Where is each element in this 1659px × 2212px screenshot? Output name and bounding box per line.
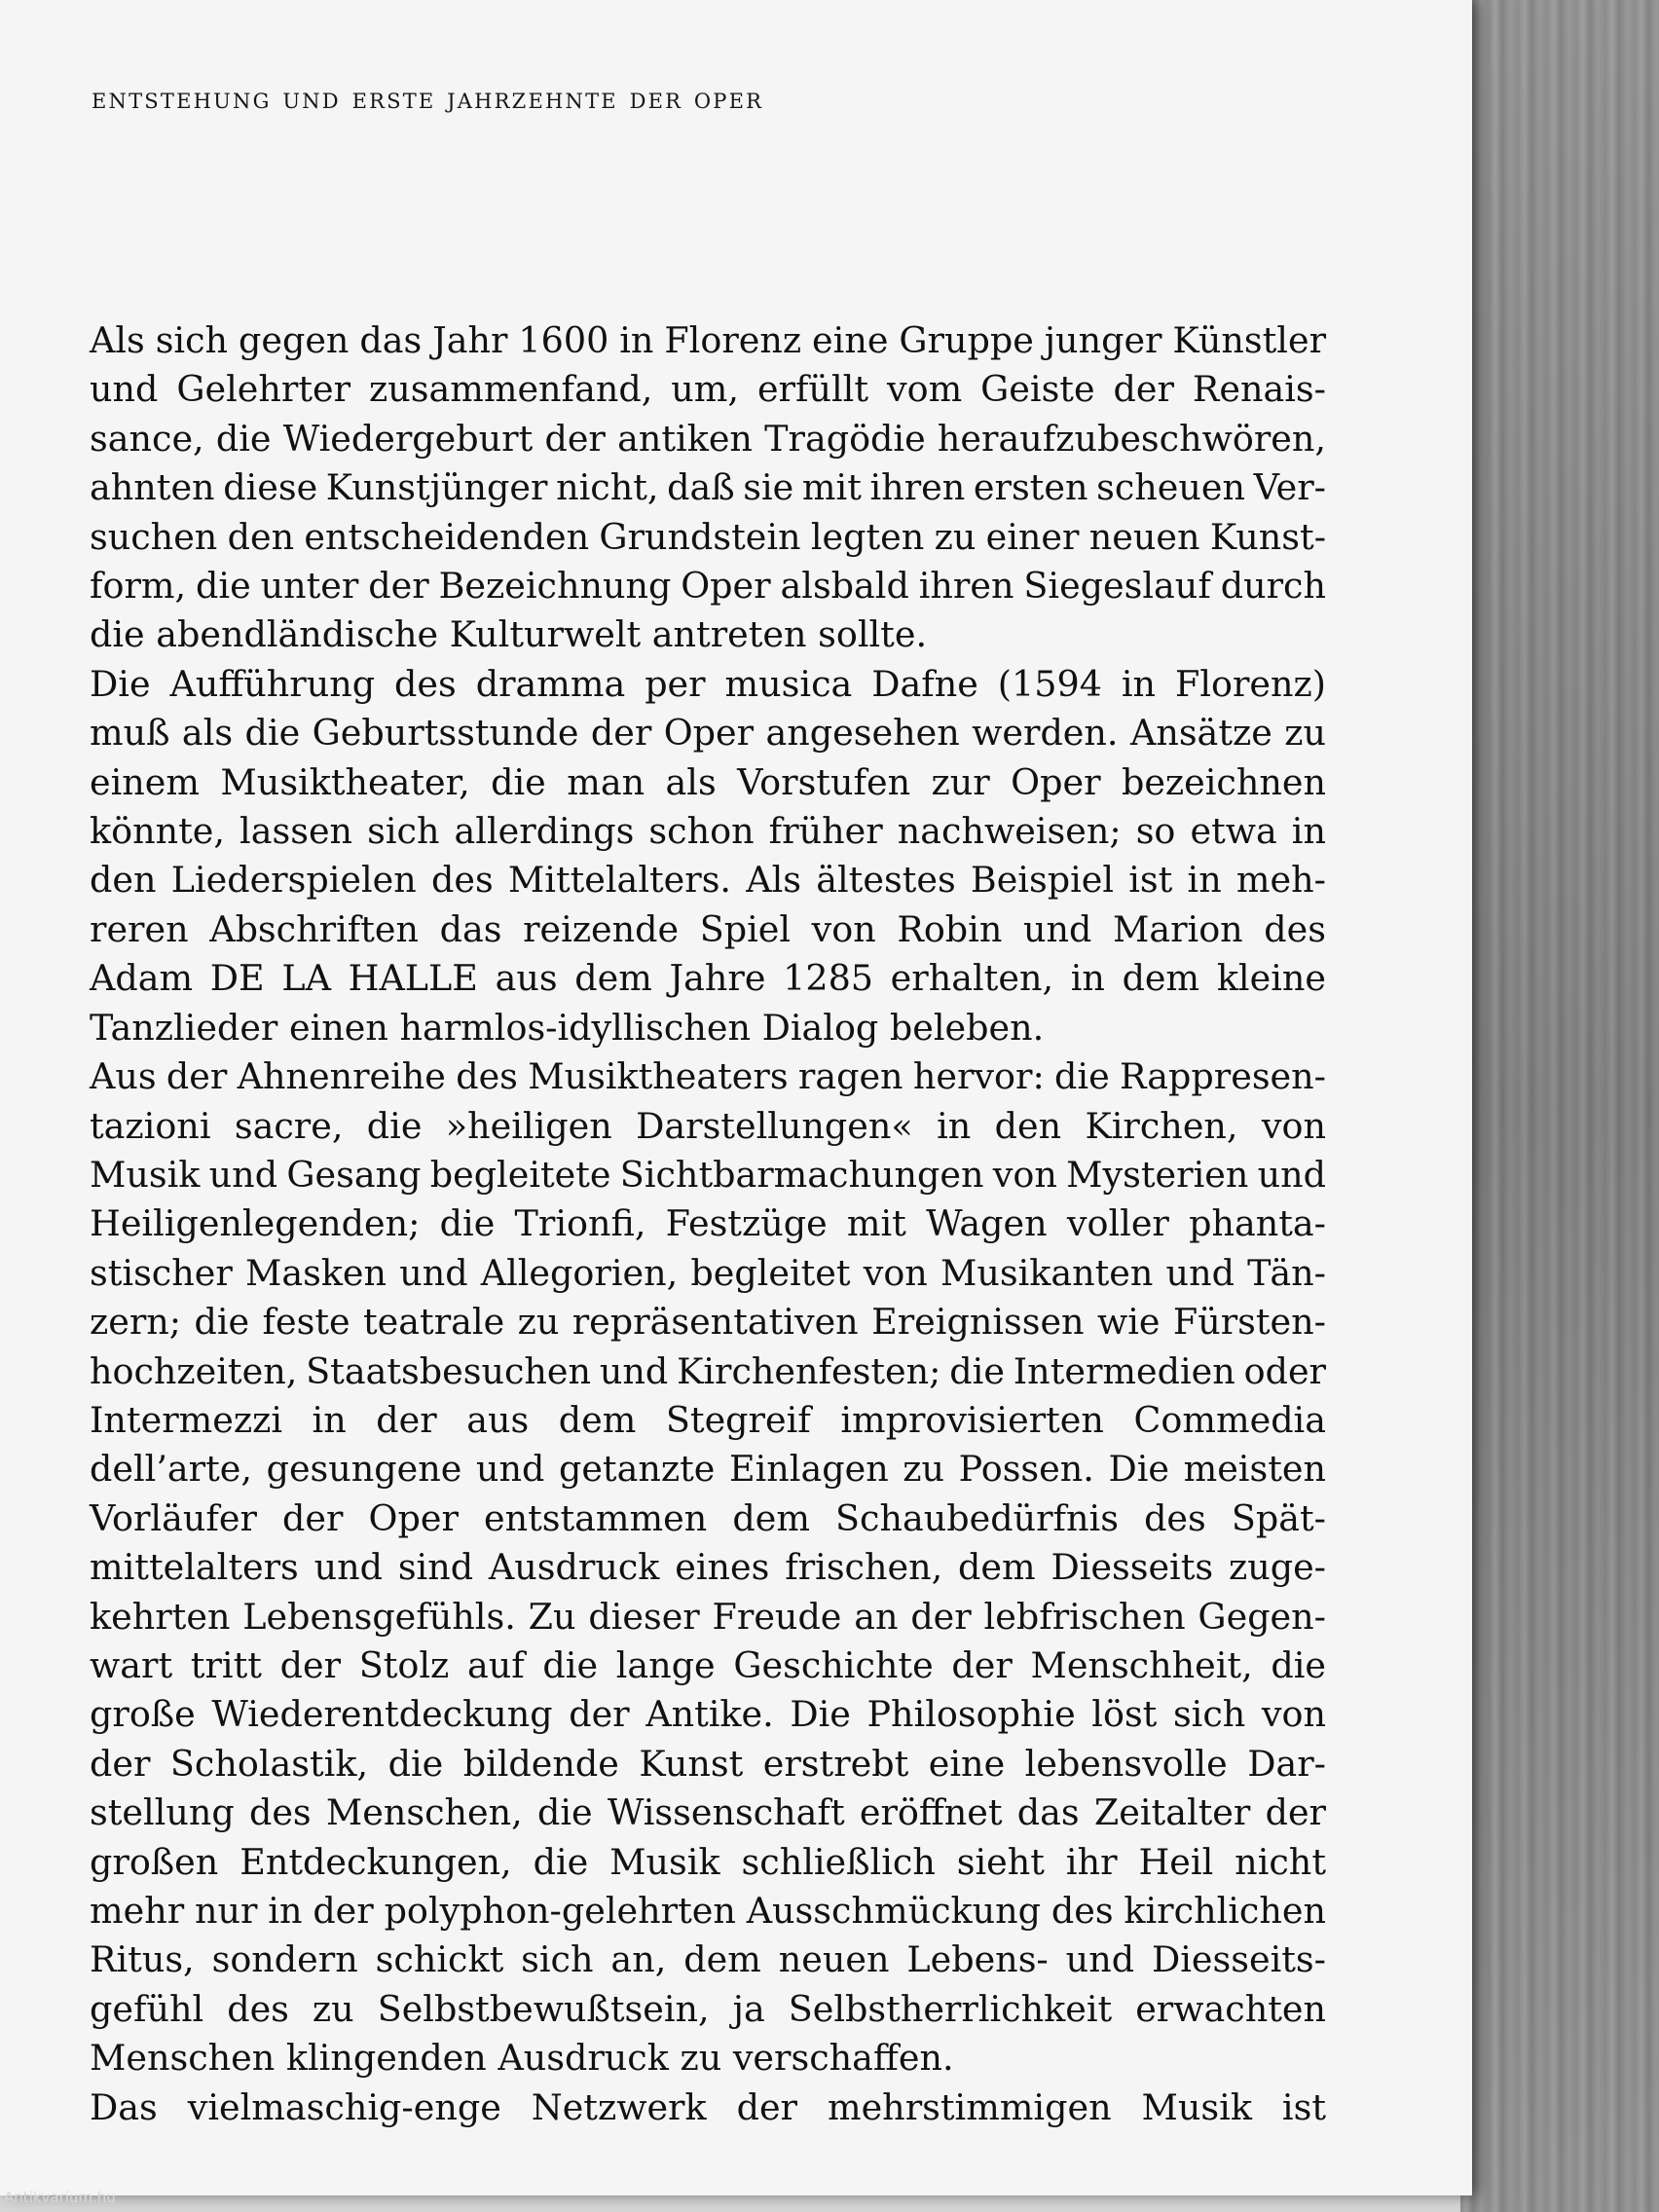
text-line: sance, die Wiedergeburt der antiken Tragödie heraufzubeschwören, — [90, 417, 1326, 460]
text-line: ahnten diese Kunstjünger nicht, daß sie mit ihren ersten scheuen Ver- — [90, 466, 1327, 509]
text-line: Heiligenlegenden; die Trionfi, Festzüge mit Wagen voller phanta- — [90, 1202, 1326, 1245]
text-line: Ritus, sondern schickt sich an, dem neuen Lebens- und Diesseits- — [90, 1938, 1326, 1981]
text-line: großen Entdeckungen, die Musik schließlich sieht ihr Heil nicht — [90, 1840, 1326, 1883]
text-line: der Scholastik, die bildende Kunst erstrebt eine lebensvolle Dar- — [90, 1742, 1326, 1785]
text-line: und Gelehrter zusammenfand, um, erfüllt vom Geiste der Renais- — [90, 368, 1326, 411]
body-text — [90, 316, 1326, 2132]
text-line: Adam DE LA HALLE aus dem Jahre 1285 erhalten, in dem kleine — [90, 957, 1326, 1000]
text-line: einem Musiktheater, die man als Vorstufen zur Oper bezeichnen — [90, 760, 1326, 803]
text-line: reren Abschriften das reizende Spiel von Robin und Marion des — [90, 907, 1326, 950]
text-line: stellung des Menschen, die Wissenschaft eröffnet das Zeitalter der — [90, 1791, 1326, 1834]
wooden-background-shade — [1460, 0, 1659, 2212]
text-line: Intermezzi in der aus dem Stegreif improvisierten Commedia — [90, 1398, 1326, 1441]
text-line: muß als die Geburtsstunde der Oper angesehen werden. Ansätze zu — [90, 712, 1326, 755]
text-line: dell’arte, gesungene und getanzte Einlagen zu Possen. Die meisten — [90, 1448, 1326, 1491]
text-line: Menschen klingenden Ausdruck zu verschaffen. — [90, 2037, 954, 2080]
text-line: hochzeiten, Staatsbesuchen und Kirchenfesten; die Intermedien oder — [90, 1349, 1326, 1392]
text-line: Aus der Ahnenreihe des Musiktheaters ragen hervor: die Rappresen- — [90, 1055, 1326, 1098]
text-line: Die Aufführung des dramma per musica Dafne (1594 in Florenz) — [90, 662, 1326, 705]
running-head: entstehung und erste jahrzehnte der oper — [92, 82, 764, 116]
text-line: suchen den entscheidenden Grundstein legten zu einer neuen Kunst- — [90, 515, 1327, 558]
text-line: stischer Masken und Allegorien, begleitet von Musikanten und Tän- — [90, 1251, 1326, 1294]
text-line: mehr nur in der polyphon-gelehrten Ausschmückung des kirchlichen — [90, 1890, 1326, 1932]
text-line: gefühl des zu Selbstbewußtsein, ja Selbstherrlichkeit erwachten — [90, 1987, 1326, 2030]
text-line: wart tritt der Stolz auf die lange Geschichte der Menschheit, die — [90, 1643, 1326, 1686]
text-line: die abendländische Kulturwelt antreten sollte. — [90, 613, 928, 656]
text-line: Das vielmaschig-enge Netzwerk der mehrstimmigen Musik ist — [90, 2085, 1326, 2128]
text-line: mittelalters und sind Ausdruck eines frischen, dem Diesseits zuge- — [90, 1546, 1326, 1589]
text-line: Als sich gegen das Jahr 1600 in Florenz eine Gruppe junger Künstler — [90, 319, 1327, 361]
text-line: den Liederspielen des Mittelalters. Als ältestes Beispiel ist in meh- — [90, 859, 1326, 902]
text-line: form, die unter der Bezeichnung Oper alsbald ihren Siegeslauf durch — [90, 565, 1327, 608]
text-line: könnte, lassen sich allerdings schon früher nachweisen; so etwa in — [90, 810, 1326, 853]
text-line: Vorläufer der Oper entstammen dem Schaubedürfnis des Spät- — [90, 1496, 1326, 1539]
text-line: kehrten Lebensgefühls. Zu dieser Freude an der lebfrischen Gegen- — [90, 1595, 1326, 1638]
text-line: Tanzlieder einen harmlos-idyllischen Dialog beleben. — [90, 1006, 1045, 1049]
text-line: große Wiederentdeckung der Antike. Die Philosophie löst sich von — [90, 1693, 1326, 1736]
text-line: Musik und Gesang begleitete Sichtbarmachungen von Mysterien und — [90, 1153, 1327, 1196]
text-line: zern; die feste teatrale zu repräsentativen Ereignissen wie Fürsten- — [90, 1301, 1326, 1344]
text-line: tazioni sacre, die »heiligen Darstellungen« in den Kirchen, von — [90, 1104, 1326, 1147]
watermark: Antikvarium.hu — [4, 2189, 116, 2206]
